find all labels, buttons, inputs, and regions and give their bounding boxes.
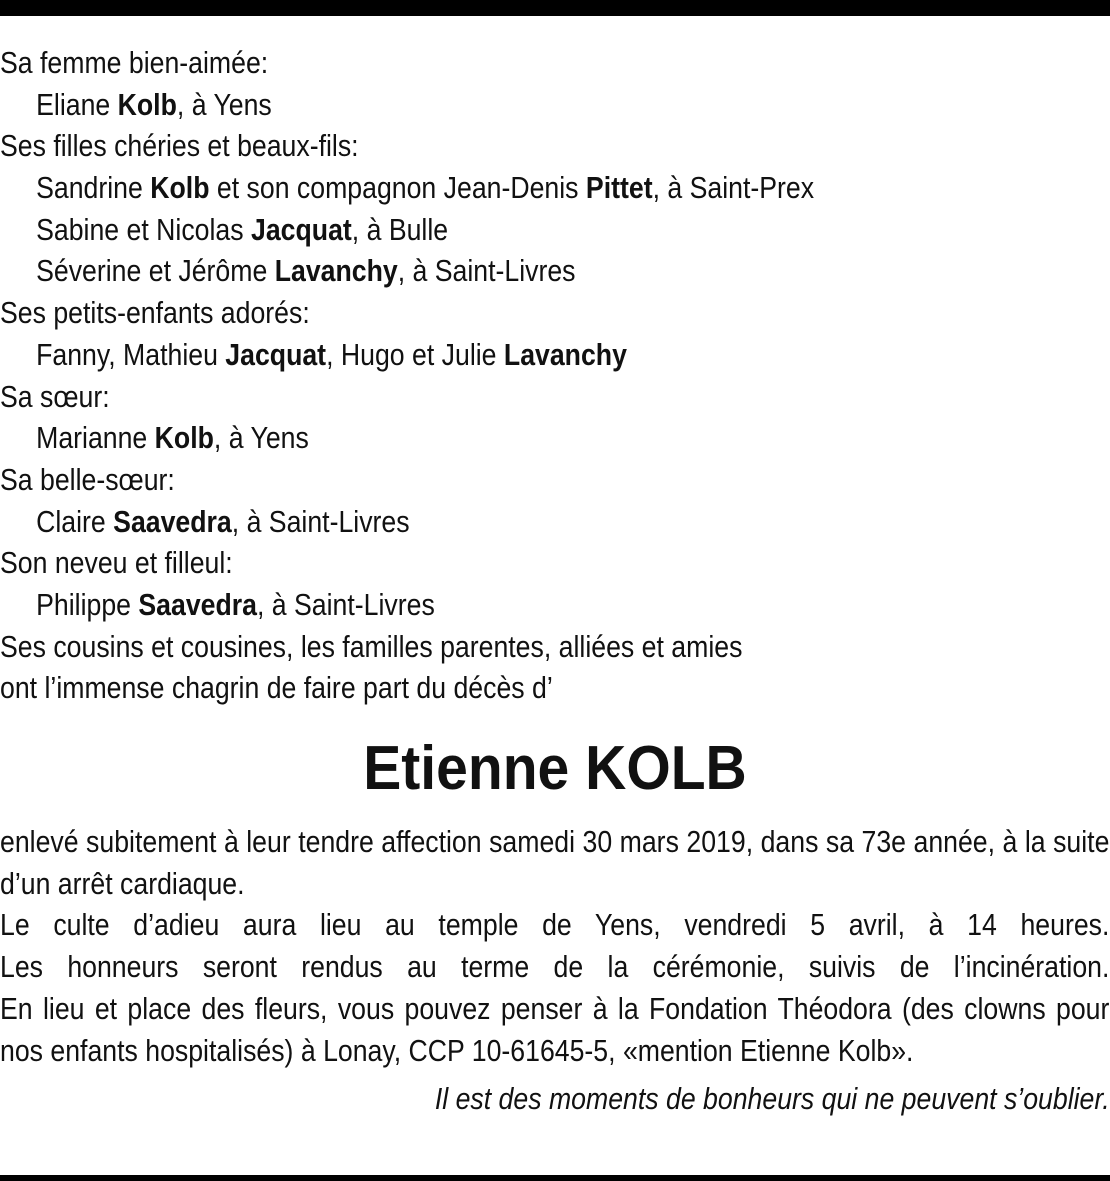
relation-heading <box>0 542 955 584</box>
surname: Pittet <box>585 170 653 206</box>
family-member-line <box>0 209 955 251</box>
surname: Kolb <box>150 170 210 206</box>
bottom-rule <box>0 1175 1110 1181</box>
paragraph-donations: En lieu et place des fleurs, vous pouvez penser à la Fondation Théodora (des clowns pour nos enfants hospitalisés) à Lonay, CCP 10-61645-5, «mention Etienne Kolb». <box>0 990 1110 1068</box>
surname: Jacquat <box>225 336 327 372</box>
family-member-line <box>0 250 955 292</box>
text-segment: Séverine et Jérôme <box>36 253 275 289</box>
text-segment: Sa sœur: <box>0 378 110 414</box>
deceased-name: Etienne KOLB <box>363 734 747 803</box>
text-segment: Ses cousins et cousines, les familles parentes, alliées et amies <box>0 628 743 664</box>
text-segment: Sa belle-sœur: <box>0 461 175 497</box>
text-segment: , à Yens <box>213 420 309 456</box>
relation-heading <box>0 125 955 167</box>
relation-heading <box>0 376 955 418</box>
text-segment: Sandrine <box>36 170 151 206</box>
obituary-notice <box>0 42 1110 1121</box>
closing-quote-text: Il est des moments de bonheurs qui ne peuvent s’oublier. <box>435 1081 1110 1117</box>
text-segment: , à Saint-Livres <box>397 253 576 289</box>
family-member-line <box>0 417 955 459</box>
relation-heading <box>0 42 955 84</box>
family-list <box>0 42 1110 709</box>
surname: Saavedra <box>138 586 257 622</box>
text-segment: , à Bulle <box>351 211 449 247</box>
family-member-line <box>0 501 955 543</box>
paragraph-ceremony: Le culte d’adieu aura lieu au temple de Yens, vendredi 5 avril, à 14 heures. <box>0 907 1110 943</box>
text-segment: , à Saint-Livres <box>231 503 410 539</box>
surname: Kolb <box>117 86 177 122</box>
text-segment: , à Yens <box>176 86 272 122</box>
relation-heading <box>0 667 955 709</box>
family-member-line <box>0 167 955 209</box>
surname: Kolb <box>154 420 214 456</box>
relation-heading <box>0 626 955 668</box>
text-segment: Ses petits-enfants adorés: <box>0 295 310 331</box>
text-segment: , Hugo et Julie <box>326 336 504 372</box>
top-rule <box>0 0 1110 16</box>
text-segment: Philippe <box>36 586 139 622</box>
text-segment: Sabine et Nicolas <box>36 211 252 247</box>
surname: Saavedra <box>113 503 232 539</box>
text-segment: , à Saint-Livres <box>256 586 435 622</box>
text-segment: Eliane <box>36 86 118 122</box>
text-segment: et son compagnon Jean-Denis <box>209 170 586 206</box>
paragraph-death: enlevé subitement à leur tendre affection samedi 30 mars 2019, dans sa 73e année, à la suite d’un arrêt cardiaque. <box>0 824 1110 901</box>
text-segment: Marianne <box>36 420 155 456</box>
text-segment: Claire <box>36 503 114 539</box>
relation-heading <box>0 292 955 334</box>
text-segment: Son neveu et filleul: <box>0 545 233 581</box>
family-member-line <box>0 584 955 626</box>
closing-quote <box>0 1077 1110 1121</box>
text-segment: Fanny, Mathieu <box>36 336 226 372</box>
surname: Lavanchy <box>274 253 398 289</box>
relation-heading <box>0 459 955 501</box>
text-segment: Ses filles chéries et beaux-fils: <box>0 128 359 164</box>
paragraph-honours: Les honneurs seront rendus au terme de la cérémonie, suivis de l’incinération. <box>0 949 1110 985</box>
family-member-line <box>0 84 955 126</box>
surname: Lavanchy <box>503 336 627 372</box>
family-member-line <box>0 334 955 376</box>
text-segment: , à Saint-Prex <box>652 170 815 206</box>
text-segment: ont l’immense chagrin de faire part du décès d’ <box>0 670 553 706</box>
surname: Jacquat <box>251 211 352 247</box>
text-segment: Sa femme bien-aimée: <box>0 45 269 80</box>
announcement-body <box>0 821 1109 1071</box>
